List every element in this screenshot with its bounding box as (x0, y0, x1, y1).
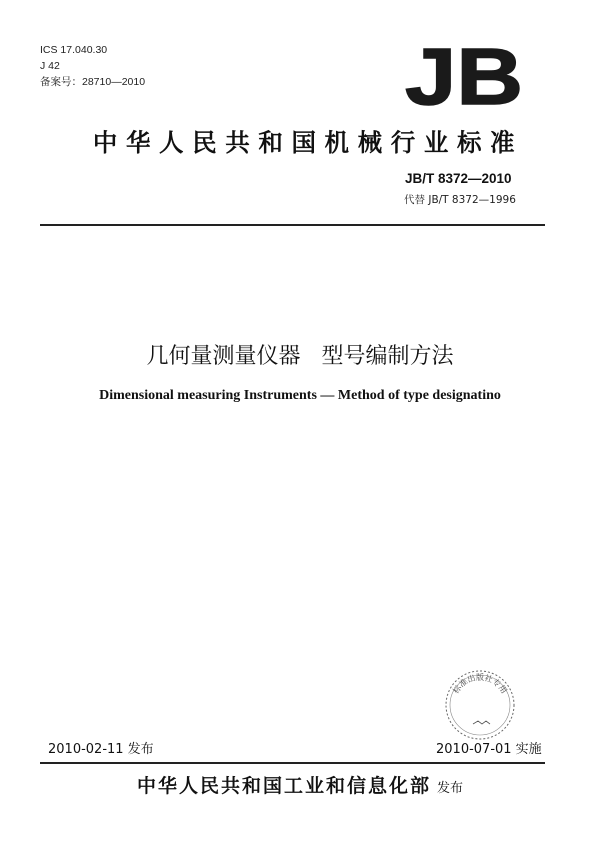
bottom-divider (40, 762, 545, 764)
publisher-stamp (443, 668, 517, 742)
document-title-chinese: 几何量测量仪器 型号编制方法 (146, 344, 454, 369)
top-divider (40, 224, 545, 226)
header-meta (40, 42, 145, 90)
standard-type-title: 中华人民共和国机械行业标准 (92, 128, 524, 157)
filing-number-line (40, 74, 145, 90)
issue-date: 2010-02-11 发布 (48, 742, 154, 757)
issuer-line (0, 771, 600, 798)
implementation-date: 2010-07-01 实施 (436, 742, 542, 757)
jb-logo (402, 38, 527, 110)
ics-code: ICS 17.040.30 (40, 44, 108, 56)
standard-code: JB/T 8372—2010 (405, 171, 512, 186)
filing-number: 28710—2010 (82, 76, 146, 88)
replaces-line (404, 192, 516, 207)
issuer-name: 中华人民共和国工业和信息化部 (136, 775, 431, 797)
category-code: J 42 (40, 60, 60, 72)
svg-text:标准出版社专用 (451, 672, 509, 695)
replaced-code: JB/T 8372—1996 (428, 194, 516, 206)
filing-label: 备案号： (40, 76, 82, 88)
issuer-action: 发布 (437, 781, 464, 796)
document-title-english: Dimensional measuring Instruments — Method of type designatino (99, 388, 501, 403)
replaces-label: 代替 (404, 194, 425, 206)
jb-logo-text: JB (405, 38, 523, 110)
stamp-text: 标准出版社专用 (451, 673, 509, 696)
